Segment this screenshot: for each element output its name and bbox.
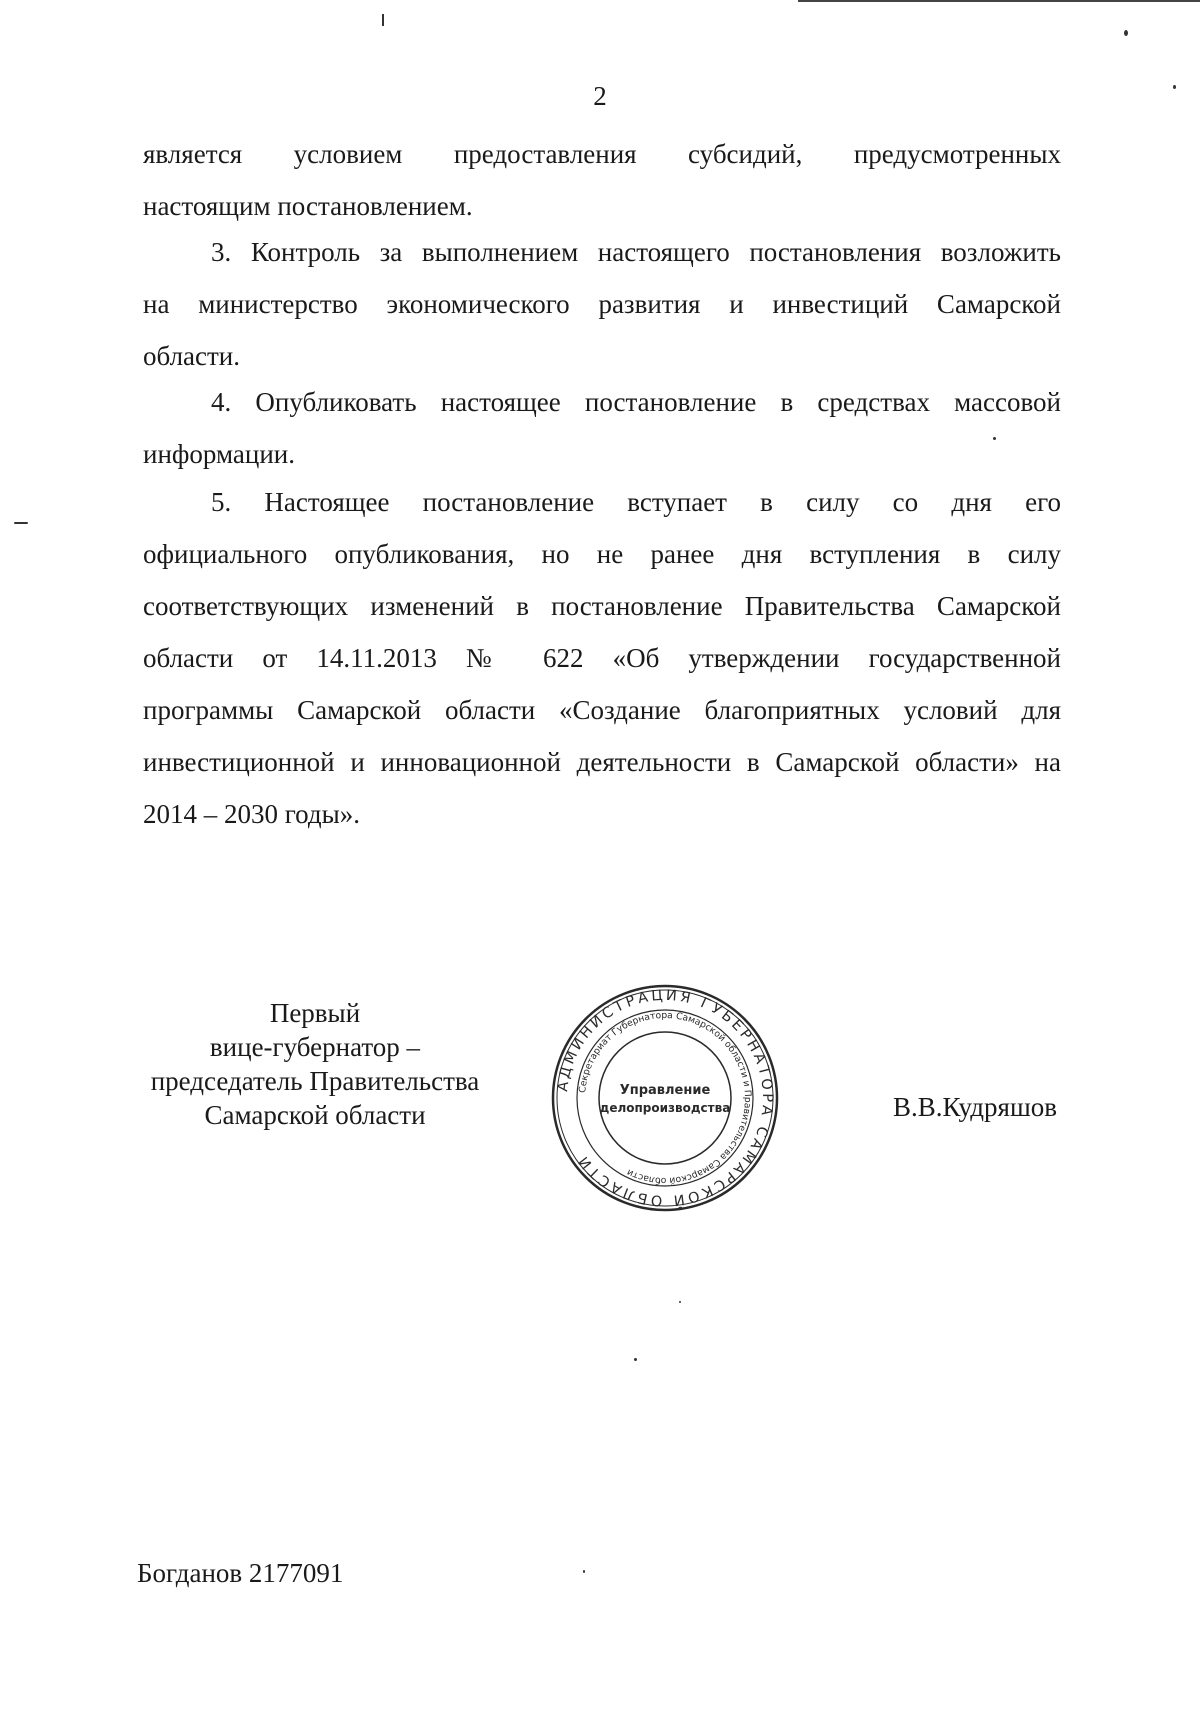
text-line: программы Самарской области «Создание благоприятных условий для	[143, 695, 1061, 725]
text-line: официального опубликования, но не ранее дня вступления в силу	[143, 539, 1061, 569]
text-line	[143, 128, 1061, 180]
page-number: 2	[593, 81, 607, 111]
scan-speck	[1124, 30, 1128, 36]
text-line: 5. Настоящее постановление вступает в силу со дня его	[211, 487, 1061, 517]
paragraph-4	[143, 376, 1061, 480]
word: условием	[293, 139, 403, 169]
paragraph-3	[143, 226, 1061, 382]
position-line: вице-губернатор –	[209, 1032, 421, 1062]
scan-speck	[679, 1301, 681, 1303]
scan-speck	[634, 1358, 637, 1361]
text-line: 3. Контроль за выполнением настоящего постановления возложить	[211, 237, 1061, 267]
position-line: Самарской области	[204, 1100, 426, 1130]
text-line: информации.	[143, 439, 295, 469]
text-line: области от 14.11.2013 № 622 «Об утверждении государственной	[143, 643, 1061, 673]
position-line: председатель Правительства	[150, 1066, 480, 1096]
text-line: настоящим постановлением.	[143, 191, 473, 221]
word: субсидий,	[688, 139, 803, 169]
text-line: соответствующих изменений в постановление Правительства Самарской	[143, 591, 1061, 621]
word: предусмотренных	[853, 139, 1061, 169]
word: является	[143, 139, 243, 169]
signer-name: В.В.Кудряшов	[893, 1092, 1057, 1122]
text-line: области.	[143, 341, 241, 371]
text-line: 4. Опубликовать настоящее постановление в средствах массовой	[211, 387, 1061, 417]
top-edge-rule	[798, 0, 1200, 2]
text-line: инвестиционной и инновационной деятельности в Самарской области» на	[143, 747, 1061, 777]
paragraph-5	[143, 476, 1061, 840]
stamp-middle-text: Секретариат Губернатора Самарской области и Правительства Самарской области	[577, 1009, 754, 1187]
word: предоставления	[453, 139, 637, 169]
scan-mark	[382, 14, 384, 26]
paragraph-continuation	[143, 128, 1061, 232]
executor-info: Богданов 2177091	[137, 1558, 344, 1588]
position-line: Первый	[269, 998, 361, 1028]
text-line: 2014 – 2030 годы».	[143, 799, 361, 829]
scan-speck	[583, 1570, 585, 1573]
scan-speck	[14, 522, 28, 524]
stamp-outer-text: АДМИНИСТРАЦИЯ ГУБЕРНАТОРА САМАРСКОЙ ОБЛАСТИ	[555, 987, 776, 1209]
text-line: на министерство экономического развития и инвестиций Самарской	[143, 289, 1061, 319]
stamp-center-ring	[599, 1032, 731, 1164]
stamp-center-line-1: Управление	[619, 1083, 711, 1098]
stamp-center-line-2: делопроизводства	[599, 1101, 731, 1115]
official-stamp	[550, 983, 780, 1213]
signatory-position	[130, 996, 500, 1132]
